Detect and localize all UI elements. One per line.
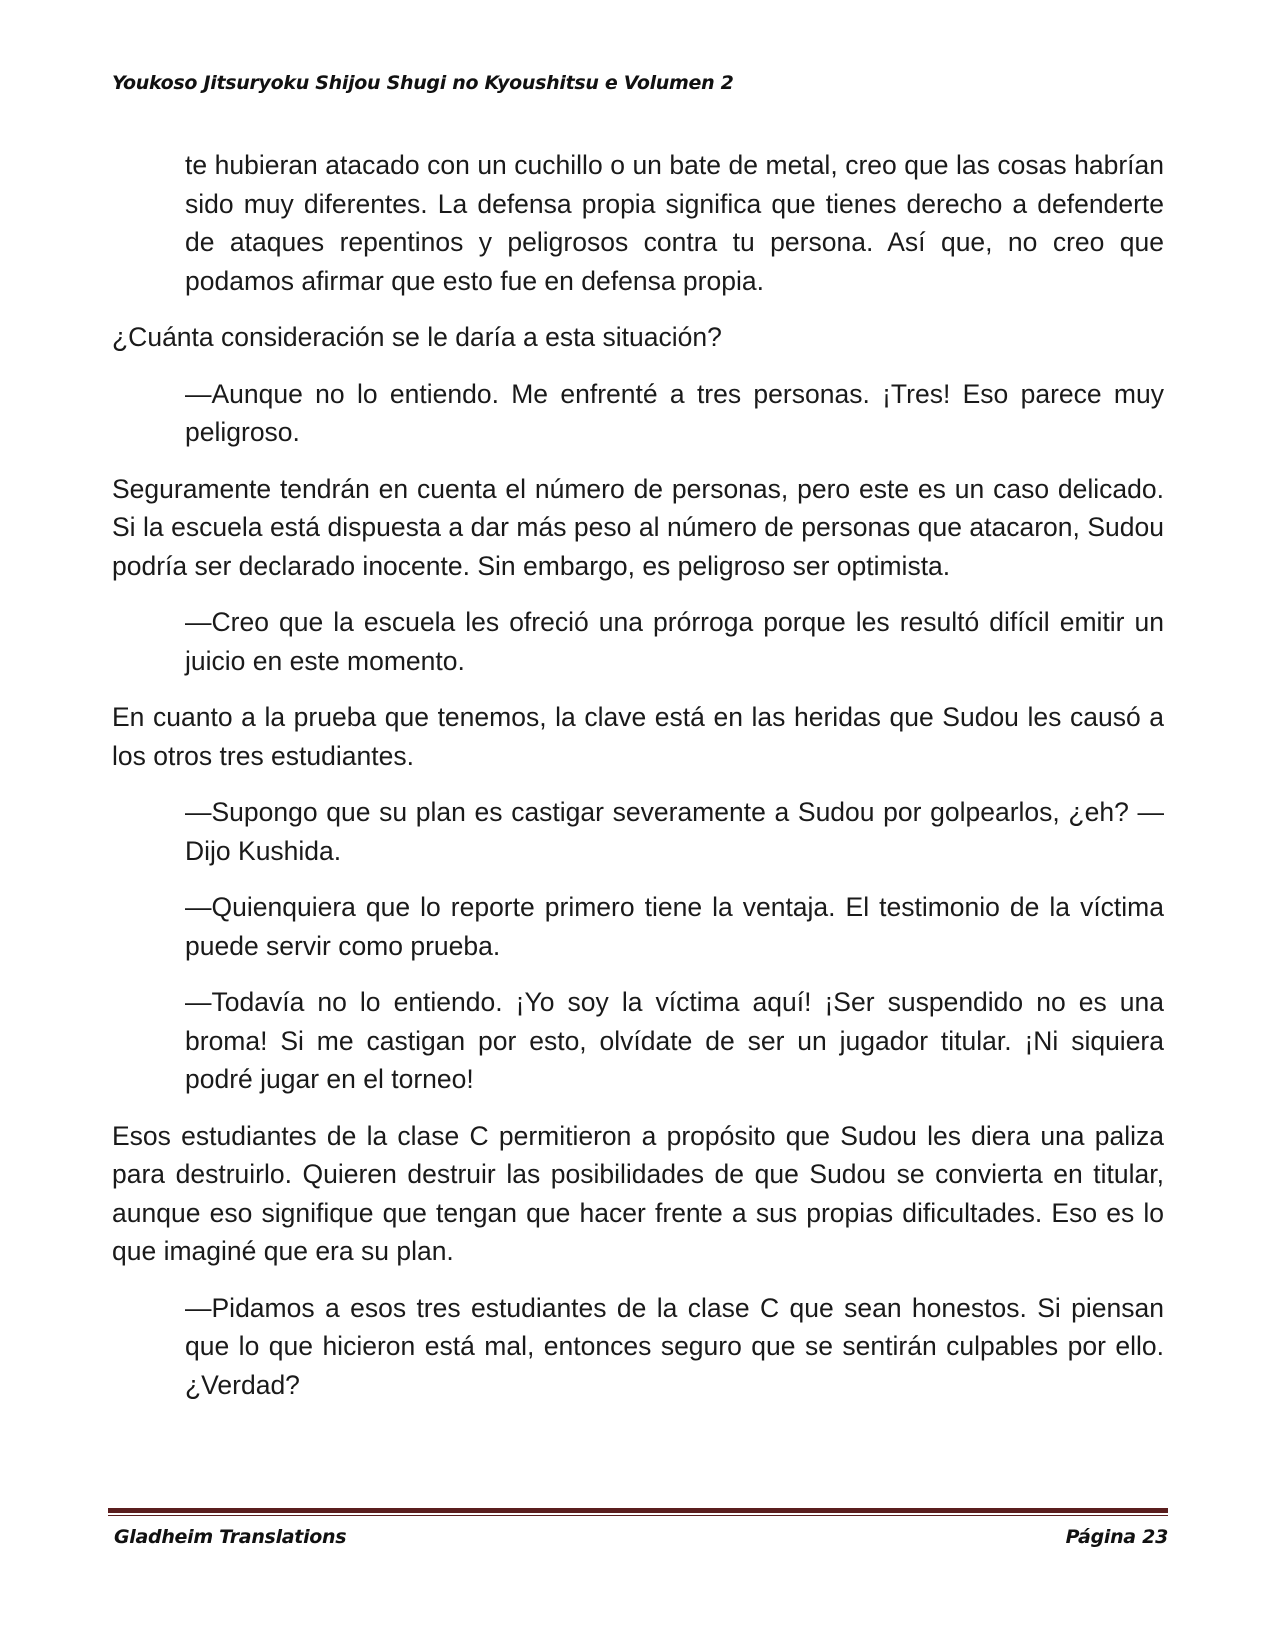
paragraph-dialogue: —Todavía no lo entiendo. ¡Yo soy la víctima aquí! ¡Ser suspendido no es una broma! Si me castigan por esto, olvídate de ser un jugador titular. ¡Ni siquiera podré jugar en el torneo! [185, 987, 1164, 1094]
paragraph-dialogue: te hubieran atacado con un cuchillo o un bate de metal, creo que las cosas habrían sido muy diferentes. La defensa propia significa que tienes derecho a defenderte de ataques repentinos y peligrosos contra tu persona. Así que, no creo que podamos afirmar que esto fue en defensa propia. [185, 150, 1164, 296]
page-header-title: Youkoso Jitsuryoku Shijou Shugi no Kyoushitsu e Volumen 2 [112, 72, 734, 94]
paragraph-narration: Seguramente tendrán en cuenta el número de personas, pero este es un caso delicado. Si la escuela está dispuesta a dar más peso al número de personas que atacaron, Sudou podría ser declarado inocente. Sin embargo, es peligroso ser optimista. [112, 473, 1164, 581]
footer-divider [108, 1508, 1168, 1516]
page-body [112, 146, 1164, 1404]
footer-publisher: Gladheim Translations [114, 1526, 347, 1548]
footer-divider-thin [108, 1515, 1168, 1516]
footer-divider-thick [108, 1508, 1168, 1513]
paragraph-dialogue: —Aunque no lo entiendo. Me enfrenté a tres personas. ¡Tres! Eso parece muy peligroso. [185, 378, 1164, 447]
paragraph-dialogue: —Pidamos a esos tres estudiantes de la clase C que sean honestos. Si piensan que lo que hicieron está mal, entonces seguro que se sentirán culpables por ello. ¿Verdad? [185, 1292, 1164, 1400]
paragraph-narration: Esos estudiantes de la clase C permitieron a propósito que Sudou les diera una paliza para destruirlo. Quieren destruir las posibilidades de que Sudou se convierta en titular, aunque eso signifique que tengan que hacer frente a sus propias dificultades. Eso es lo que imaginé que era su plan. [112, 1120, 1164, 1266]
footer-page-number: Página 23 [1065, 1526, 1168, 1548]
paragraph-dialogue: —Quienquiera que lo reporte primero tiene la ventaja. El testimonio de la víctima puede servir como prueba. [185, 892, 1164, 961]
paragraph-dialogue: —Creo que la escuela les ofreció una prórroga porque les resultó difícil emitir un juicio en este momento. [185, 607, 1164, 676]
paragraph-dialogue: —Supongo que su plan es castigar severamente a Sudou por golpearlos, ¿eh? —Dijo Kushida. [185, 797, 1164, 866]
paragraph-narration: ¿Cuánta consideración se le daría a esta situación? [112, 322, 722, 352]
paragraph-narration: En cuanto a la prueba que tenemos, la clave está en las heridas que Sudou les causó a los otros tres estudiantes. [112, 702, 1164, 771]
